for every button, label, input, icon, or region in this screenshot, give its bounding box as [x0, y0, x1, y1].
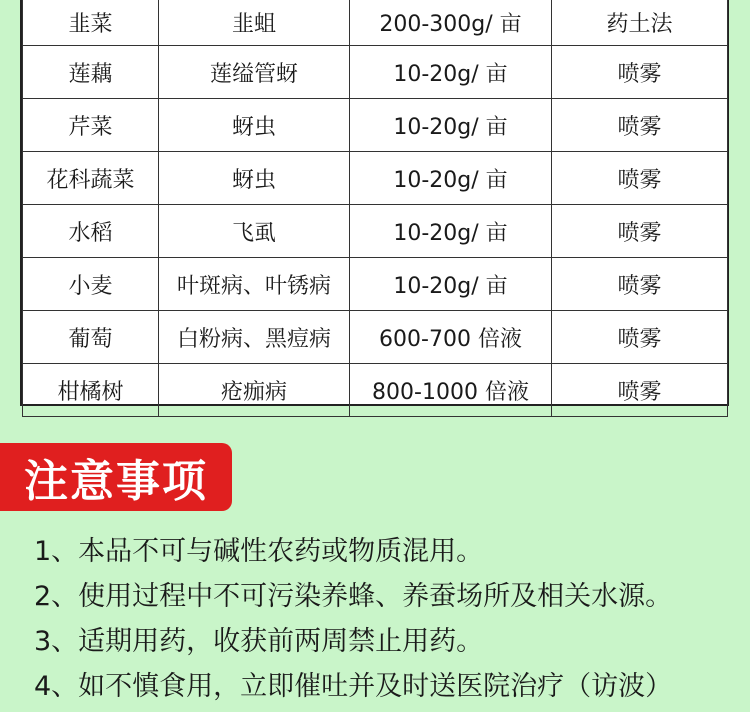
table-row — [23, 205, 728, 258]
dosage-cell: 10-20g/ 亩 — [350, 258, 552, 311]
notice-item: 1、本品不可与碱性农药或物质混用。 — [34, 536, 484, 567]
dosage-cell: 10-20g/ 亩 — [350, 46, 552, 99]
table-row — [23, 152, 728, 205]
method-cell: 喷雾 — [552, 258, 728, 311]
target-cell: 蚜虫 — [159, 152, 350, 205]
method-cell: 喷雾 — [552, 152, 728, 205]
target-cell: 蚜虫 — [159, 99, 350, 152]
dosage-cell: 10-20g/ 亩 — [350, 205, 552, 258]
target-cell: 飞虱 — [159, 205, 350, 258]
crop-cell: 韭菜 — [23, 0, 159, 46]
crop-cell: 芹菜 — [23, 99, 159, 152]
notice-title: 注意事项 — [0, 443, 232, 511]
table-row — [23, 0, 728, 46]
notice-item: 4、如不慎食用，立即催吐并及时送医院治疗（访波） — [34, 671, 673, 702]
target-cell: 莲缢管蚜 — [159, 46, 350, 99]
method-cell: 药土法 — [552, 0, 728, 46]
method-cell: 喷雾 — [552, 46, 728, 99]
notice-item: 2、使用过程中不可污染养蜂、养蚕场所及相关水源。 — [34, 581, 673, 612]
table-row — [23, 99, 728, 152]
dosage-cell: 800-1000 倍液 — [350, 364, 552, 417]
table-row — [23, 258, 728, 311]
crop-cell: 柑橘树 — [23, 364, 159, 417]
method-cell: 喷雾 — [552, 311, 728, 364]
dosage-cell: 600-700 倍液 — [350, 311, 552, 364]
target-cell: 韭蛆 — [159, 0, 350, 46]
target-cell: 叶斑病、叶锈病 — [159, 258, 350, 311]
dosage-cell: 10-20g/ 亩 — [350, 152, 552, 205]
table-row — [23, 364, 728, 417]
crop-cell: 葡萄 — [23, 311, 159, 364]
crop-cell: 花科蔬菜 — [23, 152, 159, 205]
dosage-cell: 10-20g/ 亩 — [350, 99, 552, 152]
target-cell: 白粉病、黑痘病 — [159, 311, 350, 364]
usage-table-grid — [22, 0, 728, 417]
table-row — [23, 46, 728, 99]
usage-table — [20, 0, 729, 406]
crop-cell: 莲藕 — [23, 46, 159, 99]
dosage-cell: 200-300g/ 亩 — [350, 0, 552, 46]
table-row — [23, 311, 728, 364]
method-cell: 喷雾 — [552, 205, 728, 258]
notice-item: 3、适期用药，收获前两周禁止用药。 — [34, 626, 484, 657]
crop-cell: 水稻 — [23, 205, 159, 258]
notice-list — [34, 532, 746, 712]
target-cell: 疮痂病 — [159, 364, 350, 417]
method-cell: 喷雾 — [552, 364, 728, 417]
crop-cell: 小麦 — [23, 258, 159, 311]
usage-table-body — [23, 0, 728, 417]
method-cell: 喷雾 — [552, 99, 728, 152]
